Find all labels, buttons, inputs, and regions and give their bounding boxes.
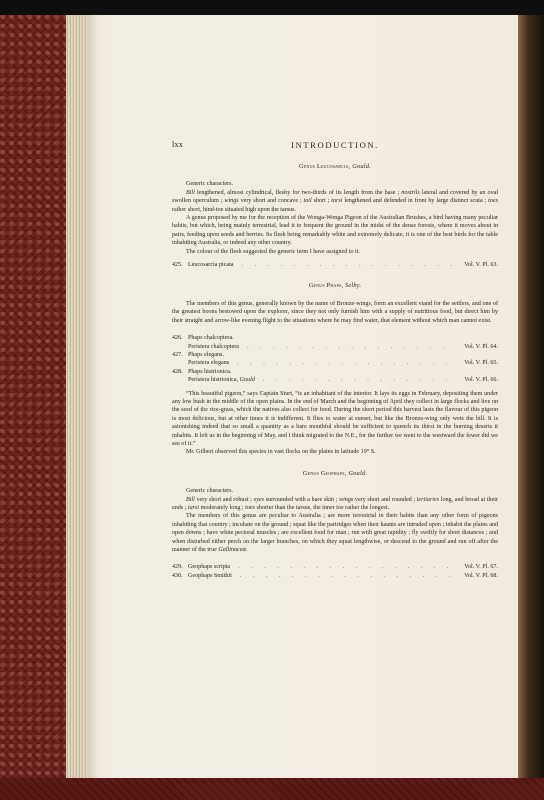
paragraph: The colour of the flesh suggested the generic term I have assigned to it. [186, 248, 360, 255]
species-synonym: Peristera histrionica, Gould . . . Vol. V. Pl. 66. [172, 376, 498, 384]
genus-heading-geophaps [172, 470, 498, 478]
species-entry: 427. Phaps elegans. [172, 351, 224, 358]
leader-dots [238, 563, 456, 571]
species-entry: 426. Phaps chalcoptera. [172, 335, 234, 342]
paragraph: The members of this genus, generally known by the name of Bronze-wings, form an excellent viand for the settlers, and one of the greatest boons bestowed upon the explorer, since they not only furnish him with a supply of nutritious food, but direct him by their straight and arrow-like evening flight to the situations where he may find water, that element without which man cannot exist. [172, 300, 498, 324]
page-header [172, 141, 498, 153]
genus-heading-phaps [172, 282, 498, 290]
genus-heading-leucosarcia: Genus Leucosarcia, Gould. [299, 163, 371, 170]
book-cover-bottom [0, 778, 544, 800]
paragraph: The members of this genus are peculiar to Australia ; are more terrestrial in their habits than any other form of pigeons inhabiting that country ; incubate on the ground ; squat like the partridges when their haunts are intruded upon ; inhabit the plains and open downs ; have white pectoral muscles ; are excellent food for man ; run with great rapidity ; fly swiftly for short distances ; and when disturbed either perch on the larger branches, on which they squat lengthwise, or descend to the ground and run off after the manner of the true Gallinaceæ. [172, 513, 498, 554]
species-synonym: Peristera chalcoptera . . . Vol. V. Pl. 64. [172, 343, 498, 351]
book-cover-left [0, 15, 70, 800]
leader-dots [237, 359, 456, 367]
heading-genus-word: Genus [302, 469, 319, 477]
running-head: INTRODUCTION. [291, 140, 379, 150]
heading-author: Gould. [348, 469, 368, 477]
generic-characters: Bill very short and robust ; eyes surrounded with a bare skin ; wings very short and rounded ; tertiaries long, and broad at their ends ; tarsi moderately long ; toes shorter than the tarsus, the inner toe rather the longest. [172, 496, 498, 511]
species-entry: 430. Geophaps Smithii . . . Vol. V. Pl. 68. [172, 572, 498, 580]
heading-genus-name: Phaps, [326, 282, 344, 290]
generic-characters-label: Generic characters. [186, 181, 234, 188]
leader-dots [247, 343, 456, 351]
species-entry: 425. Leucosarcia picata . . . Vol. V. Pl. 63. [172, 261, 498, 269]
species-entry: 429. Geophaps scripta . . . Vol. V. Pl. 67. [172, 563, 498, 571]
heading-genus-name: Geophaps, [320, 469, 347, 477]
paragraph: Mr. Gilbert observed this species in vast flocks on the plains in latitude 19° S. [186, 449, 376, 456]
generic-characters: Bill lengthened, almost cylindrical, fleshy for two-thirds of its length from the base ; nostrils lateral and covered by an oval swollen operculum ; wings very short and concave ; tail short ; tarsi lengthened and defended in front by large distinct scuta ; toes rather short, hind-toe situated high upon the tarsus. [172, 189, 499, 213]
heading-author: Gould. [352, 163, 371, 170]
leader-dots [242, 261, 457, 269]
generic-characters-label: Generic characters. [186, 488, 234, 495]
page-number: lxx [172, 140, 184, 149]
heading-genus-name: Leucosarcia [316, 163, 349, 170]
heading-genus-word: Genus [299, 163, 316, 170]
book-binding-right [518, 15, 544, 800]
leader-dots [263, 376, 456, 384]
heading-genus-word: Genus [308, 282, 325, 290]
species-entry: 428. Phaps histrionica. [172, 368, 232, 375]
quotation: “This beautiful pigeon,” says Captain Sturt, “is an inhabitant of the interior. It lays its eggs in February, depositing them under any low bush in the middle of the open plains. In the end of March and the beginning of April they collect in large flocks and live on the seed of the rice-grass, which the natives also collect for food. During the short period this harvest lasts the flavour of this pigeon is most delicious, but at other times it is indifferent. It flies to water at sunset, but like the Bronze-wing only wets the bill. It is astonishing indeed that so small a quantity as a bare mouthful should be sufficient to quench its thirst in the burning deserts it inhabits. It left us in the beginning of May, and I think migrated to the N.E., for the further we went to the westward the fewer did we see of it.” [172, 390, 498, 447]
species-synonym: Peristera elegans . . . Vol. V. Pl. 65. [172, 359, 498, 367]
page-text [172, 141, 498, 580]
page-edges [66, 15, 90, 785]
paragraph: A genus proposed by me for the reception of the Wonga-Wonga Pigeon of the Australian Brushes, a bird having many peculiar habits, but which, being mainly terrestrial, lead it to frequent the ground in the midst of the dense forests, where it moves about in pairs, feeding upon seeds and berries. Its flesh being remarkably white and extremely delicate, it is one of the best birds for the table inhabiting Australia, or indeed any other country. [172, 215, 498, 247]
leader-dots [240, 572, 456, 580]
heading-author: Selby. [344, 282, 362, 290]
